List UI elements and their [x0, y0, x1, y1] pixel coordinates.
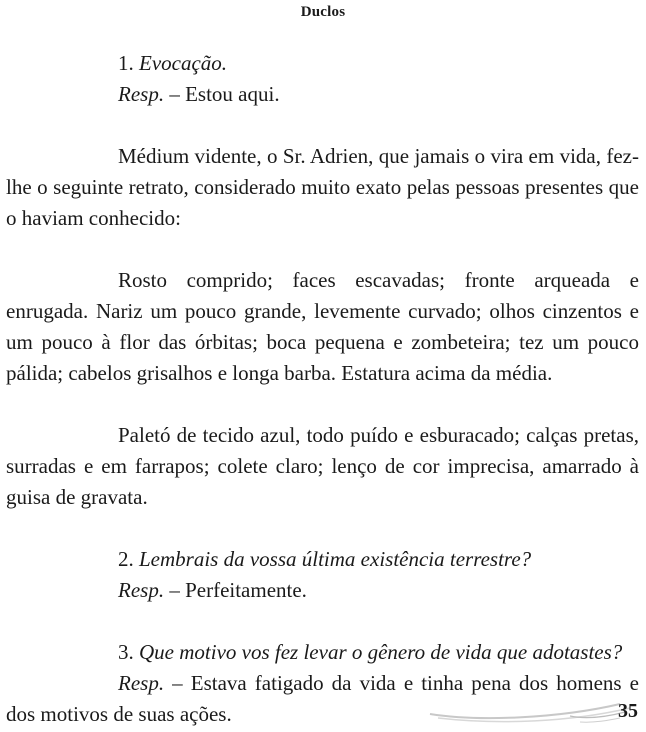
question-2 — [6, 544, 639, 606]
question-1-number: 1. — [118, 51, 134, 75]
question-1 — [6, 48, 639, 110]
question-2-text: Lembrais da vossa última existência terrestre? — [139, 547, 532, 571]
answer-2-line — [6, 575, 639, 606]
paragraph-medium-description: Médium vidente, o Sr. Adrien, que jamais o vira em vida, fez-lhe o seguinte retrato, considerado muito exato pelas pessoas presentes que o haviam conhecido: — [6, 144, 639, 230]
running-header: Duclos — [300, 4, 346, 20]
question-3-text: Que motivo vos fez levar o gênero de vida que adotastes? — [139, 640, 623, 664]
answer-1-text: – Estou aqui. — [164, 82, 280, 106]
question-2-number: 2. — [118, 547, 134, 571]
answer-2-text: – Perfeitamente. — [164, 578, 307, 602]
question-1-line — [6, 48, 639, 79]
question-3-line — [6, 637, 639, 668]
decorative-swoosh-icon — [420, 692, 646, 732]
answer-3-text: – Estava fatigado da vida e tinha pena dos homens e dos motivos de suas ações. — [6, 671, 639, 726]
question-1-text: Evocação. — [139, 51, 228, 75]
question-2-line — [6, 544, 639, 575]
answer-3-label: Resp. — [118, 671, 165, 695]
answer-2-label: Resp. — [118, 578, 165, 602]
paragraph-face-portrait: Rosto comprido; faces escavadas; fronte arqueada e enrugada. Nariz um pouco grande, levemente curvado; olhos cinzentos e um pouco à flor das órbitas; boca pequena e zombeteira; tez um pouco pálida; cabelos grisalhos e longa barba. Estatura acima da média. — [6, 268, 639, 385]
page-number: 35 — [618, 700, 638, 722]
page-body — [6, 48, 639, 730]
answer-1-label: Resp. — [118, 82, 165, 106]
paragraph-clothing: Paletó de tecido azul, todo puído e esburacado; calças pretas, surradas e em farrapos; colete claro; lenço de cor imprecisa, amarrado à guisa de gravata. — [6, 423, 639, 509]
question-3-number: 3. — [118, 640, 134, 664]
answer-1-line — [6, 79, 639, 110]
